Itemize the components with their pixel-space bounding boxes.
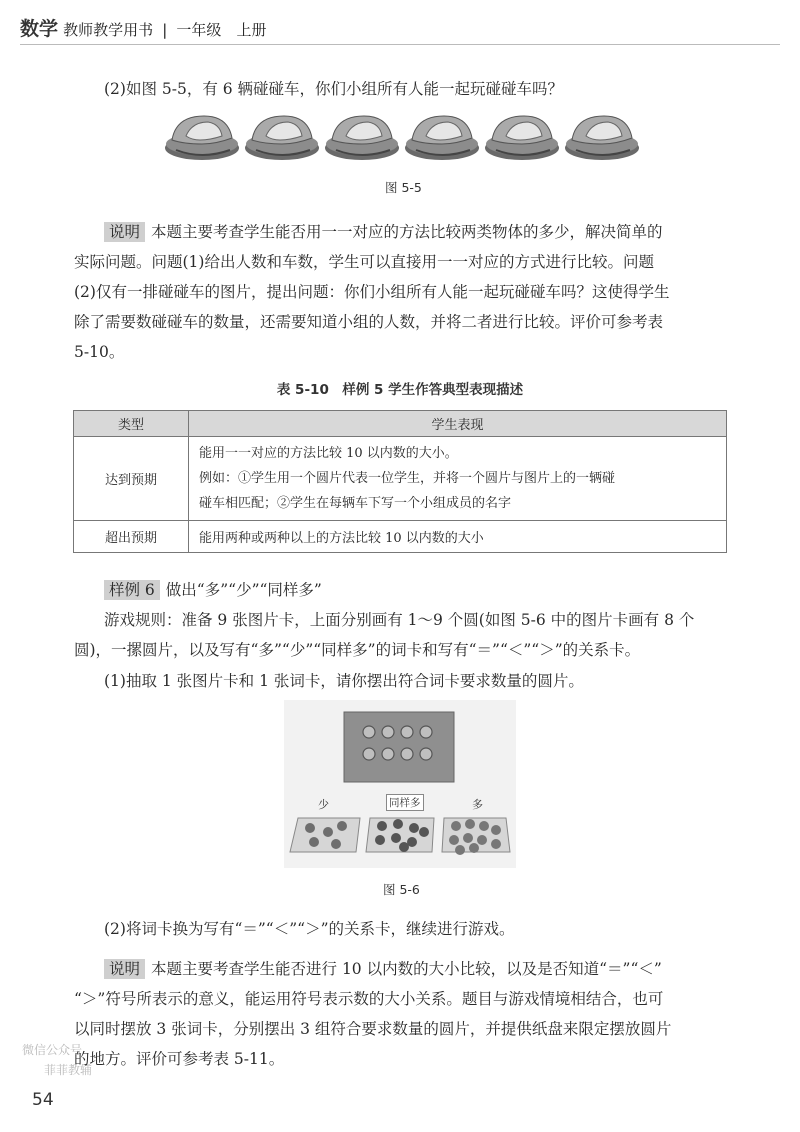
table-5-10-title: 表 5-10 样例 5 学生作答典型表现描述	[276, 382, 524, 398]
game-rules	[74, 605, 734, 665]
figure-5-6-illustration	[284, 700, 516, 868]
question-2: (2)如图 5-5，有 6 辆碰碰车，你们小组所有人能一起玩碰碰车吗？	[104, 80, 564, 98]
note-1-line-2: 实际问题。问题(1)给出人数和车数，学生可以直接用一一对应的方式进行比较。问题	[74, 253, 654, 271]
bumper-car-2	[245, 116, 319, 160]
word-card-same: 同样多	[386, 794, 424, 811]
note-2-line-1: 本题主要考查学生能否进行 10 以内数的大小比较，以及是否知道“＝”“＜”	[151, 960, 662, 978]
example-6-heading	[104, 575, 322, 605]
table-row	[74, 521, 727, 553]
row-1-line-2: 例如：①学生用一个圆片代表一位学生，并将一个圆片与图片上的一辆碰	[199, 471, 616, 486]
subject-logo: 数学	[20, 18, 59, 40]
volume-label: 上册	[236, 21, 267, 39]
note-1-line-3: (2)仅有一排碰碰车的图片，提出问题：你们小组所有人能一起玩碰碰车吗？这使得学生	[74, 283, 670, 301]
step-2: (2)将词卡换为写有“＝”“＜”“＞”的关系卡，继续进行游戏。	[104, 920, 515, 938]
row-1-performance	[189, 437, 727, 521]
note-2	[74, 954, 734, 1074]
grade-label: 一年级	[176, 21, 222, 39]
example-6-tag: 样例 6	[104, 580, 160, 600]
bumper-car-4	[405, 116, 479, 160]
figure-5-6	[284, 700, 516, 868]
note-1-line-5: 5-10。	[74, 343, 125, 361]
col-performance-header: 学生表现	[189, 411, 727, 437]
watermark-line-2: 菲菲教辅	[44, 1063, 93, 1077]
note-1-line-4: 除了需要数碰碰车的数量，还需要知道小组的人数，并将二者进行比较。评价可参考表	[74, 313, 664, 331]
bumper-car-3	[325, 116, 399, 160]
header-separator: |	[162, 21, 168, 39]
row-2-type: 超出预期	[74, 521, 189, 553]
col-type-header: 类型	[74, 411, 189, 437]
figure-5-6-caption: 图 5-6	[383, 882, 420, 897]
bumper-car-6	[565, 116, 639, 160]
row-1-type: 达到预期	[74, 437, 189, 521]
note-2-line-3: 以同时摆放 3 张词卡，分别摆出 3 组符合要求数量的圆片，并提供纸盘来限定摆放圆片	[74, 1020, 672, 1038]
book-title: 教师教学用书	[63, 21, 154, 39]
row-2-performance: 能用两种或两种以上的方法比较 10 以内数的大小	[189, 521, 727, 553]
note-2-tag: 说明	[104, 959, 145, 979]
row-1-line-3: 碰车相匹配；②学生在每辆车下写一个小组成员的名字	[199, 496, 512, 511]
table-header-row	[74, 411, 727, 437]
note-1-tag: 说明	[104, 222, 145, 242]
note-2-line-2: “＞”符号所表示的意义，能运用符号表示数的大小关系。题目与游戏情境相结合，也可	[74, 990, 664, 1008]
bumper-cars	[164, 110, 644, 166]
game-rules-line-1: 游戏规则：准备 9 张图片卡，上面分别画有 1～9 个圆(如图 5-6 中的图片卡画有 8 个	[104, 611, 695, 629]
row-1-line-1: 能用一一对应的方法比较 10 以内数的大小。	[199, 446, 458, 461]
bumper-car-5	[485, 116, 559, 160]
watermark-line-1: 微信公众号	[22, 1043, 83, 1057]
table-5-10	[73, 410, 727, 553]
watermark	[22, 1040, 92, 1080]
note-1-line-1: 本题主要考查学生能否用一一对应的方法比较两类物体的多少，解决简单的	[151, 223, 663, 241]
note-1	[74, 217, 724, 367]
example-6-title: 做出“多”“少”“同样多”	[165, 581, 322, 599]
page-header	[20, 14, 267, 41]
word-card-less: 少	[318, 798, 329, 811]
note-2-line-4: 的地方。评价可参考表 5-11。	[74, 1050, 285, 1068]
bumper-cars-figure	[164, 110, 644, 166]
game-rules-line-2: 圆)，一摞圆片，以及写有“多”“少”“同样多”的词卡和写有“＝”“＜”“＞”的关系卡。	[74, 641, 641, 659]
header-rule	[20, 44, 780, 45]
table-row	[74, 437, 727, 521]
step-1: (1)抽取 1 张图片卡和 1 张词卡，请你摆出符合词卡要求数量的圆片。	[104, 672, 584, 690]
word-card-more: 多	[472, 798, 483, 811]
figure-5-5-caption: 图 5-5	[385, 180, 422, 195]
page-number: 54	[32, 1090, 54, 1110]
bumper-car-1	[165, 116, 239, 160]
